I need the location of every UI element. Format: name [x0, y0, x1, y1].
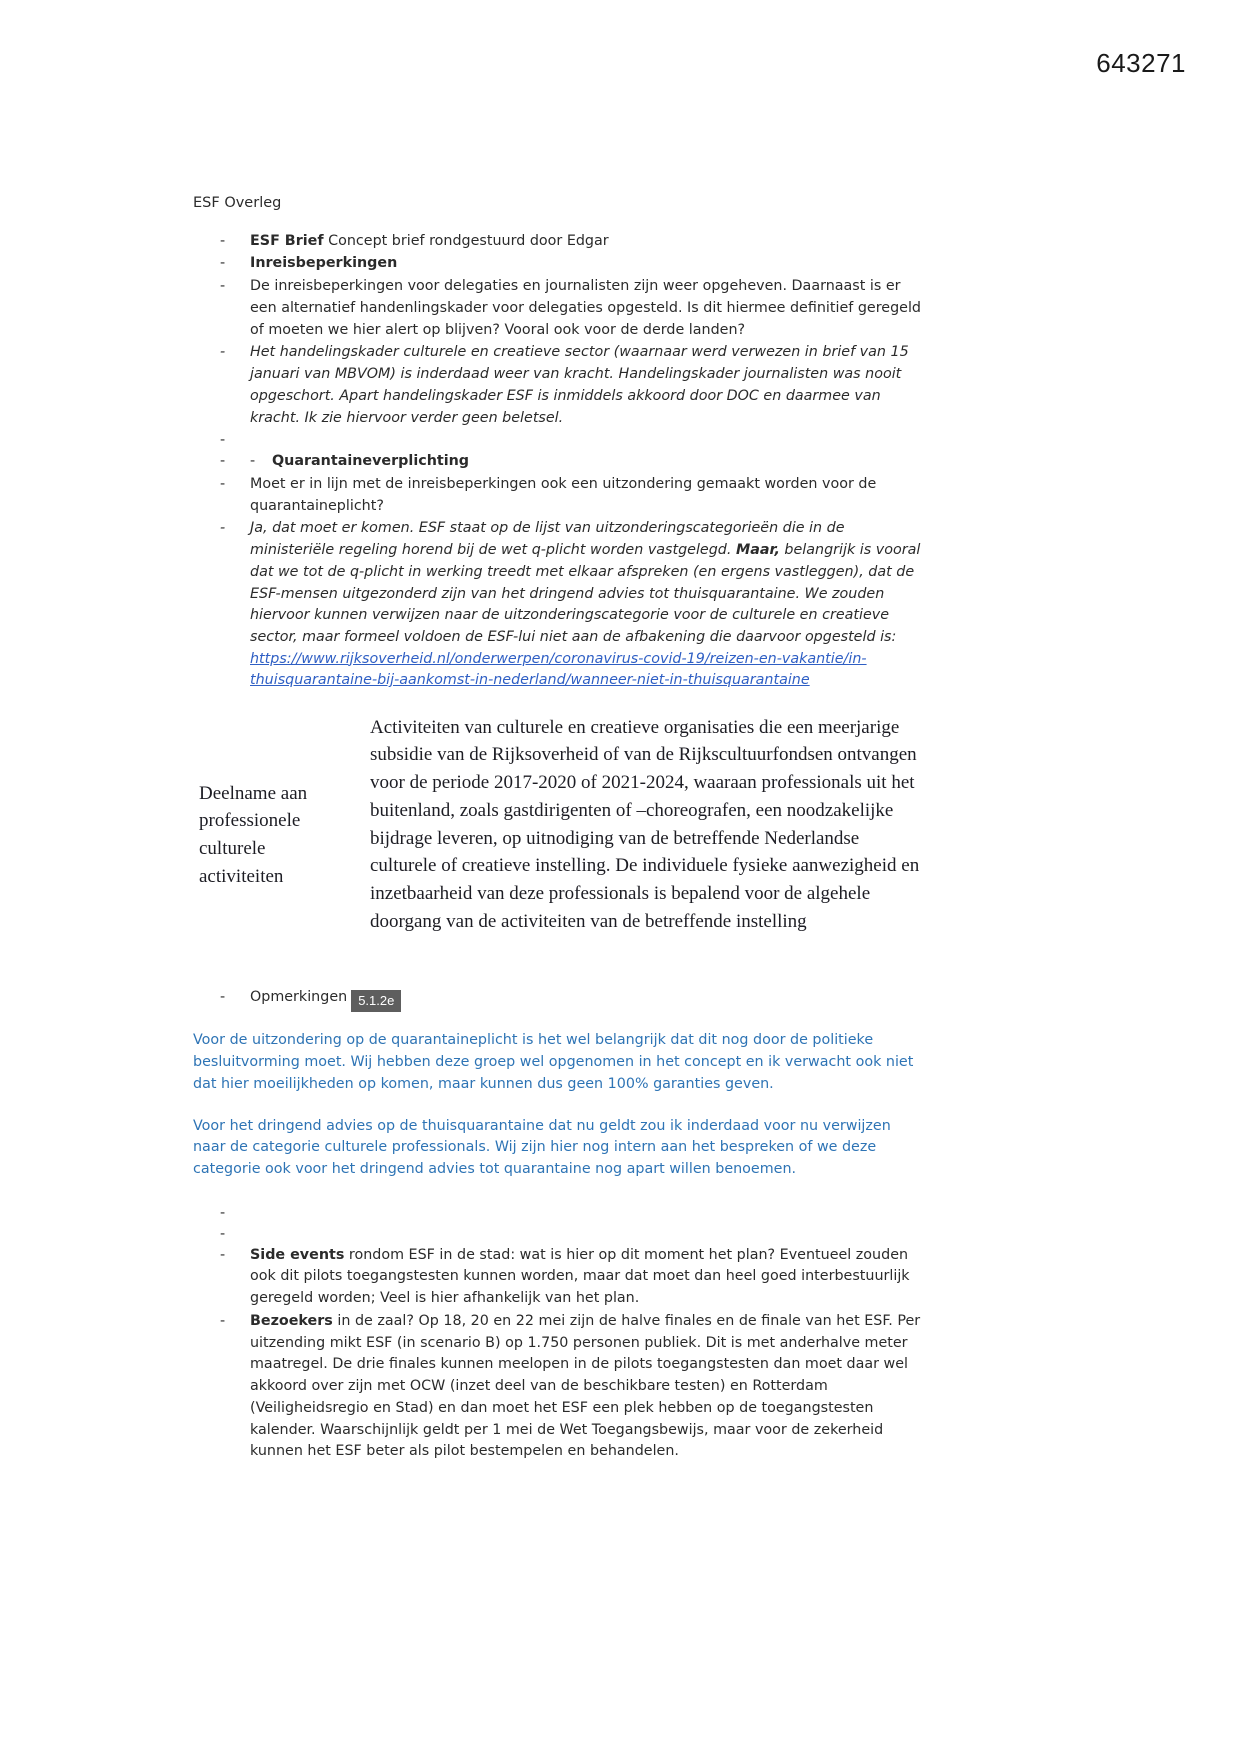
list-item-spacer-1	[193, 430, 923, 450]
side-events-text: rondom ESF in de stad: wat is hier op dit moment het plan? Eventueel zouden ook dit pilots toegangstesten kunnen worden, maar dat moet dan heel goed interbestuurlijk geregeld worden; Veel is hier afhankelijk van het plan.	[250, 1246, 910, 1307]
rijksoverheid-link-line-1[interactable]: https://www.rijksoverheid.nl/onderwerpen/coronavirus-covid-19/reizen-en-vakantie/in-	[250, 650, 867, 667]
page-number: 643271	[1096, 48, 1186, 78]
quarantaine-antwoord-emphasis: Maar,	[735, 542, 780, 559]
list-item-handelingskader-antwoord	[193, 342, 923, 429]
quarantaine-antwoord-part1: Ja, dat moet er komen. ESF staat op de lijst van uitzonderingscategorieën die in de ministeriële regeling horend bij de wet q-plicht worden vastgelegd.	[250, 520, 845, 559]
criteria-label-line-2: professionele	[199, 810, 301, 832]
list-item-inreisbeperkingen	[193, 253, 923, 275]
quarantaine-vraag-text: Moet er in lijn met de inreisbeperkingen ook een uitzondering gemaakt worden voor de quarantaineplicht?	[250, 475, 877, 514]
criteria-table	[199, 714, 923, 936]
list-item-spacer-3	[193, 1224, 923, 1244]
rijksoverheid-link-line-2[interactable]: thuisquarantaine-bij-aankomst-in-nederland/wanneer-niet-in-thuisquarantaine	[250, 672, 810, 689]
list-item-spacer-2	[193, 1203, 923, 1223]
opmerkingen-row	[193, 987, 923, 1012]
bezoekers-text: in de zaal? Op 18, 20 en 22 mei zijn de halve finales en de finale van het ESF. Per uitzending mikt ESF (in scenario B) op 1.750 personen publiek. Dit is met anderhalve meter maatregel. De drie finales kunnen meelopen in de pilots toegangstesten dan moet daar wel akkoord over zijn met OCW (inzet deel van de beschikbare testen) en Rotterdam (Veiligheidsregio en Stad) en dan moet het ESF een plek hebben op de toegangstesten kalender. Waarschijnlijk geldt per 1 mei de Wet Toegangsbewijs, maar voor de zekerheid kunnen het ESF beter als pilot bestempelen en behandelen.	[250, 1312, 921, 1460]
quarantaineverplichting-label: Quarantaineverplichting	[272, 453, 470, 470]
top-bullet-list	[193, 231, 923, 692]
criteria-label-line-4: activiteiten	[199, 865, 284, 887]
esf-brief-label: ESF Brief	[250, 232, 324, 249]
quarantaine-antwoord-part2: belangrijk is vooral dat we tot de q-plicht in werking treedt met elkaar afspreken (en ergens vastleggen), dat de ESF-mensen uitgezonderd zijn van het dringend advies tot thuisquarantaine. We zouden hiervoor kunnen verwijzen naar de uitzonderingscategorie voor de culturele en creatieve sector, maar formeel voldoen de ESF-lui niet aan de afbakening die daarvoor opgesteld is:	[250, 542, 921, 645]
handelingskader-antwoord-text: Het handelingskader culturele en creatieve sector (waarnaar werd verwezen in brief van 15 januari van MBVOM) is inderdaad weer van kracht. Handelingskader journalisten was nooit opgeschort. Apart handelingskader ESF is inmiddels akkoord door DOC en daarmee van kracht. Ik zie hiervoor verder geen beletsel.	[250, 344, 909, 426]
inner-dash-marker: -	[250, 453, 256, 470]
list-item-inreisbeperkingen-vraag	[193, 276, 923, 341]
page-title: ESF Overleg	[193, 195, 282, 211]
inreisbeperkingen-vraag-text: De inreisbeperkingen voor delegaties en journalisten zijn weer opgeheven. Daarnaast is er een alternatief handenlingskader voor delegaties opgesteld. Is dit hiermee definitief geregeld of moeten we hier alert op blijven? Vooral ook voor de derde landen?	[250, 278, 921, 338]
opmerkingen-label: Opmerkingen	[250, 989, 348, 1006]
list-item-quarantaine-antwoord	[193, 518, 923, 691]
list-item-quarantaine-vraag	[193, 474, 923, 517]
redaction-badge: 5.1.2e	[351, 990, 401, 1012]
blue-reply-paragraph-1: Voor de uitzondering op de quarantaineplicht is het wel belangrijk dat dit nog door de politieke besluitvorming moet. Wij hebben deze groep wel opgenomen in het concept en ik verwacht ook niet dat hier moeilijkheden op komen, maar kunnen dus geen 100% garanties geven.	[193, 1032, 914, 1092]
criteria-table-body: Activiteiten van culturele en creatieve organisaties die een meerjarige subsidie van de Rijksoverheid of van de Rijkscultuurfondsen ontvangen voor de periode 2017-2020 of 2021-2024, waaraan professionals uit het buitenland, zoals gastdirigenten of –choreografen, een noodzakelijke bijdrage leveren, op uitnodiging van de betreffende Nederlandse culturele of creatieve instelling. De individuele fysieke aanwezigheid en inzetbaarheid van deze professionals is bepalend voor de algehele doorgang van de activiteiten van de betreffende instelling	[370, 716, 920, 932]
inreisbeperkingen-label: Inreisbeperkingen	[250, 255, 398, 272]
bottom-bullet-list	[193, 1203, 923, 1463]
criteria-label-line-3: culturele	[199, 838, 266, 860]
criteria-label-line-1: Deelname aan	[199, 782, 308, 804]
list-item-quarantaineverplichting	[193, 451, 923, 473]
side-events-label: Side events	[250, 1246, 345, 1263]
list-item-esf-brief	[193, 231, 923, 253]
document-content	[193, 193, 923, 1464]
bezoekers-label: Bezoekers	[250, 1312, 333, 1329]
blue-reply-paragraph-2: Voor het dringend advies op de thuisquarantaine dat nu geldt zou ik inderdaad voor nu verwijzen naar de categorie culturele professionals. Wij zijn hier nog intern aan het bespreken of we deze categorie ook voor het dringend advies tot quarantaine nog apart willen benoemen.	[193, 1117, 891, 1178]
list-item-side-events	[193, 1245, 923, 1310]
esf-brief-text: Concept brief rondgestuurd door Edgar	[323, 232, 609, 249]
criteria-table-label	[199, 714, 364, 936]
list-item-bezoekers	[193, 1311, 923, 1463]
